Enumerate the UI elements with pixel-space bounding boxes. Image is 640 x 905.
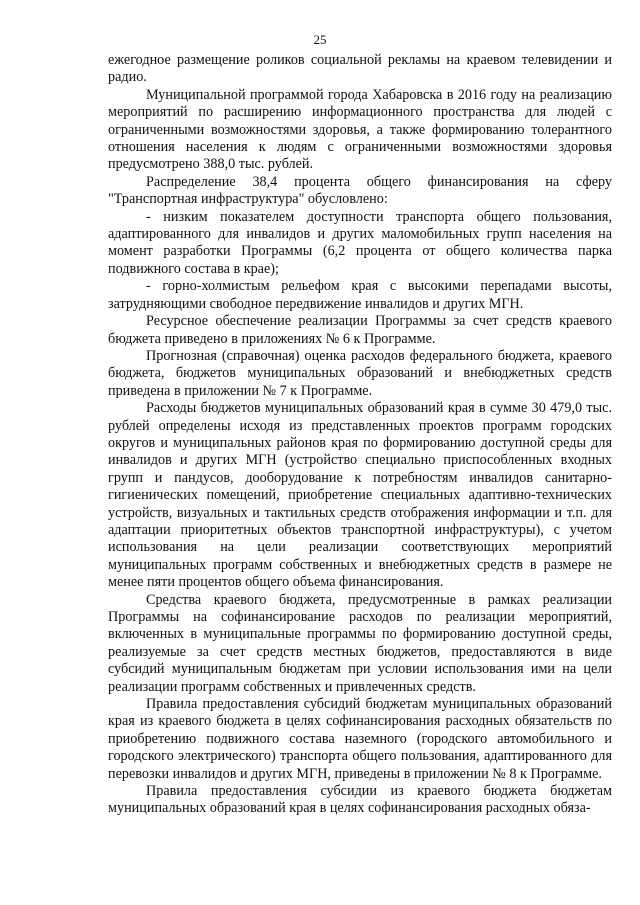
paragraph: Правила предоставления субсидий бюджетам муниципальных образований края из краевого бюджета в целях софинансирования расходных обязательств по приобретению подвижного состава наземного (городского автомобильного и городского электрического) транспорта общего пользования, адаптированного для перевозки инвалидов и других МГН, приведены в приложении № 8 к Программе. [108, 696, 612, 782]
paragraph: Расходы бюджетов муниципальных образований края в сумме 30 479,0 тыс. рублей определены исходя из представленных проектов программ городских округов и муниципальных районов края по формированию доступной среды для инвалидов и других МГН (устройство специально приспособленных входных групп и пандусов, дооборудование к потребностям инвалидов санитарно-гигиенических помещений, приобретение специальных адаптивно-технических устройств, визуальных и тактильных средств отображения информации и т.п. для адаптации приоритетных объектов транспортной инфраструктуры), с учетом использования на цели реализации соответствующих мероприятий муниципальных программ собственных и внебюджетных средств в размере не менее пяти процентов общего объема финансирования. [108, 400, 612, 591]
paragraph: Распределение 38,4 процента общего финансирования на сферу "Транспортная инфраструктура" обусловлено: [108, 173, 612, 208]
paragraph: ежегодное размещение роликов социальной рекламы на краевом телевидении и радио. [108, 52, 612, 86]
paragraph: Правила предоставления субсидии из краевого бюджета бюджетам муниципальных образований края в целях софинансирования расходных обяза- [108, 783, 612, 817]
paragraph: Средства краевого бюджета, предусмотренные в рамках реализации Программы на софинансирование расходов по реализации мероприятий, включенных в муниципальные программы по формированию доступной среды, реализуемые за счет средств местных бюджетов, предоставляются в виде субсидий муниципальным бюджетам при условии использования ими на цели реализации программ собственных и привлеченных средств. [108, 591, 612, 695]
list-item: - низким показателем доступности транспорта общего пользования, адаптированного для инвалидов и других маломобильных групп населения на момент разработки Программы (6,2 процента от общего количества парка подвижного состава в крае); [108, 208, 612, 277]
document-body [108, 52, 612, 818]
paragraph: Прогнозная (справочная) оценка расходов федерального бюджета, краевого бюджета, бюджетов муниципальных образований и внебюджетных средств приведена в приложении № 7 к Программе. [108, 347, 612, 399]
paragraph: Ресурсное обеспечение реализации Программы за счет средств краевого бюджета приведено в приложениях № 6 к Программе. [108, 313, 612, 347]
list-item: - горно-холмистым рельефом края с высокими перепадами высоты, затрудняющими свободное передвижение инвалидов и других МГН. [108, 278, 612, 312]
page-number: 25 [313, 32, 327, 47]
paragraph: Муниципальной программой города Хабаровска в 2016 году на реализацию мероприятий по расширению информационного пространства для людей с ограниченными возможностями здоровья, а также формированию толерантного отношения населения к людям с ограниченными возможностями здоровья предусмотрено 388,0 тыс. рублей. [108, 86, 612, 173]
